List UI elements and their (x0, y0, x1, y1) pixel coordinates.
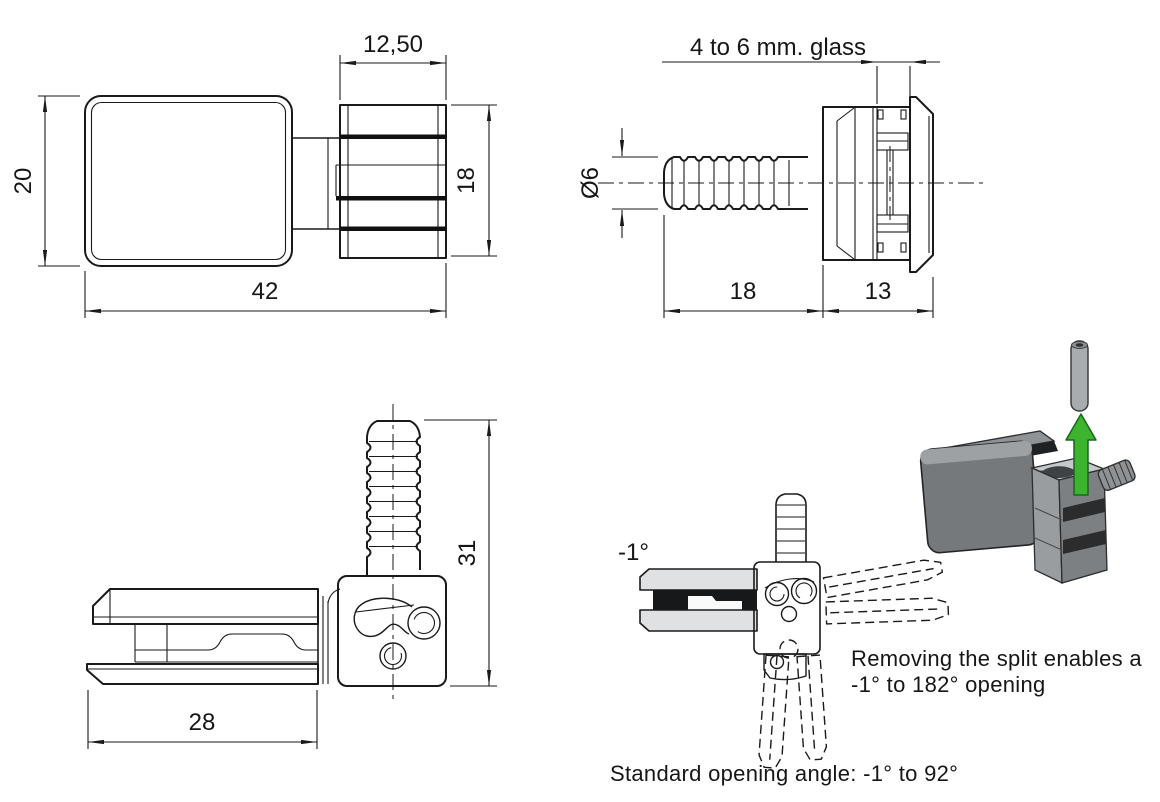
side-view-back-plate (910, 97, 933, 272)
top-view-knuckle (336, 105, 446, 258)
dim-pin-diameter-label: Ø6 (577, 166, 604, 200)
dim-body-length-label: 28 (188, 709, 216, 736)
angle-diagram-solid-arm (640, 569, 757, 631)
angle-diagram-dashed-arm-92 (758, 655, 827, 768)
dim-knuckle-width-label: 12,50 (362, 31, 424, 58)
dim-knuckle-height (451, 105, 497, 256)
front-view-gasket-section (135, 624, 318, 662)
exploded-split-pin (1071, 341, 1088, 411)
dim-overall-height (424, 420, 497, 686)
angle-diagram-pin (776, 494, 806, 562)
front-view (87, 404, 497, 749)
front-view-top-plate (93, 589, 318, 624)
standard-angle-note: Standard opening angle: -1° to 92° (610, 761, 959, 786)
side-view-clamp-body (823, 107, 910, 260)
side-view-glass-channel (877, 110, 908, 252)
front-view-hinge-block (338, 576, 446, 686)
split-note-line1: Removing the split enables a (851, 646, 1142, 671)
top-view-hinge-leaf (292, 138, 340, 229)
angle-diagram-block (754, 562, 820, 680)
dim-pin-length (664, 215, 823, 318)
dim-knuckle-width (340, 31, 446, 100)
top-view (10, 31, 497, 318)
exploded-ribbed-stub (1097, 459, 1137, 492)
angle-diagram-dashed-arm-182 (824, 557, 949, 624)
dim-glass-range (662, 34, 940, 104)
dim-body-depth (823, 277, 933, 318)
dim-body-length (88, 690, 317, 749)
dim-total-length-label: 42 (251, 278, 279, 305)
dim-overall-height-label: 31 (454, 539, 481, 567)
dim-body-depth-label: 13 (864, 278, 892, 305)
dim-body-width (10, 96, 80, 266)
dim-body-width-label: 20 (10, 167, 37, 195)
dim-knuckle-height-label: 18 (453, 167, 480, 194)
dim-pin-length-label: 18 (729, 278, 757, 305)
closed-angle-label: -1° (618, 539, 649, 566)
dim-total-length (85, 263, 446, 318)
split-note-line2: -1° to 182° opening (851, 672, 1046, 697)
opening-angle-diagram (610, 341, 1142, 786)
exploded-3d-view (920, 341, 1137, 583)
side-view (577, 34, 988, 318)
snap-ring-upper (408, 607, 440, 639)
top-view-clamp-body (85, 96, 292, 266)
front-view-bottom-plate (87, 664, 318, 684)
dim-pin-diameter (577, 128, 658, 238)
dim-glass-range-label: 4 to 6 mm. glass (689, 34, 867, 61)
front-view-leaf-joint (318, 589, 340, 684)
